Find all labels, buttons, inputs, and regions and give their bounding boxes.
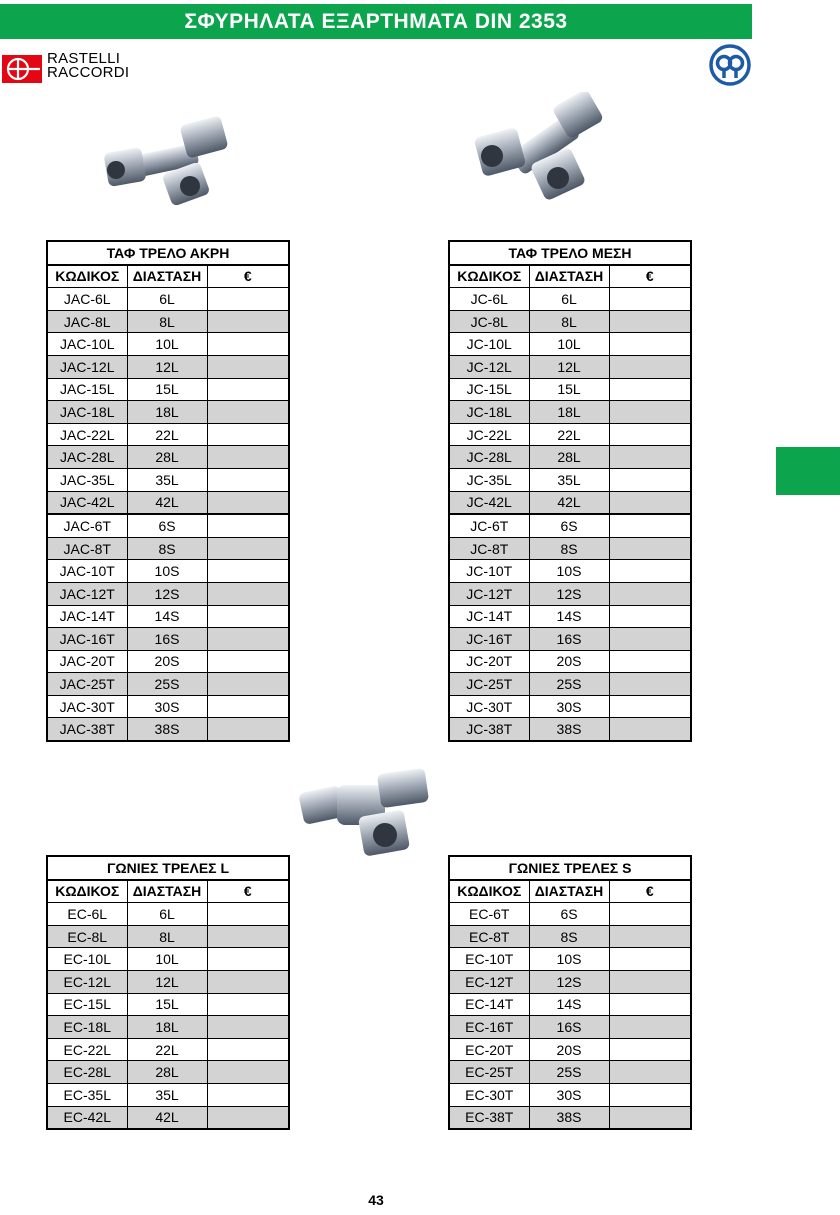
part-size: 8L <box>529 310 609 333</box>
part-code: JAC-12T <box>47 582 127 605</box>
part-size: 12L <box>529 355 609 378</box>
part-code: EC-20T <box>449 1038 529 1061</box>
part-size: 14S <box>529 605 609 628</box>
part-code: EC-8L <box>47 925 127 948</box>
part-size: 6L <box>529 288 609 311</box>
part-size: 10L <box>529 333 609 356</box>
price-cell <box>609 1083 691 1106</box>
price-cell <box>207 948 289 971</box>
part-size: 42L <box>127 491 207 514</box>
part-size: 6L <box>127 903 207 926</box>
price-cell <box>609 355 691 378</box>
price-cell <box>207 628 289 651</box>
part-size: 8S <box>529 925 609 948</box>
table-row <box>47 446 289 469</box>
table-row <box>449 560 691 583</box>
price-cell <box>207 446 289 469</box>
part-size: 35L <box>127 1083 207 1106</box>
price-cell <box>207 718 289 741</box>
column-header-code: ΚΩΔΙΚΟΣ <box>47 265 127 288</box>
part-code: EC-10T <box>449 948 529 971</box>
table-row <box>47 903 289 926</box>
part-code: JAC-22L <box>47 423 127 446</box>
part-code: EC-12L <box>47 970 127 993</box>
part-size: 28L <box>127 446 207 469</box>
part-size: 20S <box>529 1038 609 1061</box>
part-size: 38S <box>127 718 207 741</box>
part-code: JC-8T <box>449 537 529 560</box>
table-row <box>449 310 691 333</box>
table-row <box>449 628 691 651</box>
table-row <box>47 1016 289 1039</box>
table-title: ΓΩΝΙΕΣ ΤΡΕΛΕΣ S <box>449 856 691 880</box>
brand-line-2: RACCORDI <box>47 64 130 81</box>
part-code: JC-42L <box>449 491 529 514</box>
price-cell <box>207 1083 289 1106</box>
table-row <box>47 378 289 401</box>
table-title: ΤΑΦ ΤΡΕΛΟ ΑΚΡΗ <box>47 241 289 265</box>
part-code: JAC-6T <box>47 514 127 537</box>
part-code: JAC-8T <box>47 537 127 560</box>
table-row <box>47 650 289 673</box>
part-size: 30S <box>127 695 207 718</box>
price-cell <box>609 628 691 651</box>
table-row <box>47 1038 289 1061</box>
part-size: 35L <box>529 468 609 491</box>
table-row <box>47 673 289 696</box>
part-size: 28L <box>529 446 609 469</box>
tee-fitting-middle-image <box>470 92 610 210</box>
part-code: JAC-8L <box>47 310 127 333</box>
price-cell <box>609 582 691 605</box>
price-cell <box>609 537 691 560</box>
price-cell <box>609 310 691 333</box>
part-code: EC-15L <box>47 993 127 1016</box>
price-cell <box>207 514 289 537</box>
table-row <box>449 1106 691 1129</box>
part-code: JC-20T <box>449 650 529 673</box>
price-cell <box>609 491 691 514</box>
part-code: JAC-14T <box>47 605 127 628</box>
part-size: 30S <box>529 1083 609 1106</box>
table-row <box>47 925 289 948</box>
price-cell <box>207 695 289 718</box>
table-row <box>47 560 289 583</box>
price-cell <box>207 491 289 514</box>
part-size: 15L <box>529 378 609 401</box>
part-code: JAC-28L <box>47 446 127 469</box>
column-header-size: ΔΙΑΣΤΑΣΗ <box>529 265 609 288</box>
price-cell <box>207 333 289 356</box>
part-size: 12S <box>529 582 609 605</box>
part-size: 16S <box>529 628 609 651</box>
part-size: 18L <box>127 1016 207 1039</box>
table-row <box>449 970 691 993</box>
part-code: EC-28L <box>47 1061 127 1084</box>
price-cell <box>207 288 289 311</box>
part-code: JC-15L <box>449 378 529 401</box>
price-cell <box>207 1038 289 1061</box>
part-size: 10L <box>127 948 207 971</box>
part-code: EC-22L <box>47 1038 127 1061</box>
table-row <box>47 491 289 514</box>
table-row <box>47 628 289 651</box>
price-cell <box>207 925 289 948</box>
column-header-price: € <box>609 265 691 288</box>
price-cell <box>609 446 691 469</box>
page-title: ΣΦΥΡΗΛΑΤΑ ΕΞΑΡΤΗΜΑΤΑ DIN 2353 <box>184 9 568 33</box>
table-gonies-treles-s <box>448 855 692 1130</box>
price-cell <box>207 970 289 993</box>
price-cell <box>609 970 691 993</box>
part-size: 10L <box>127 333 207 356</box>
table-row <box>449 1083 691 1106</box>
table-row <box>449 468 691 491</box>
part-size: 15L <box>127 378 207 401</box>
table-row <box>449 491 691 514</box>
part-size: 22L <box>127 1038 207 1061</box>
price-cell <box>609 333 691 356</box>
part-size: 28L <box>127 1061 207 1084</box>
part-code: EC-35L <box>47 1083 127 1106</box>
table-row <box>47 514 289 537</box>
price-cell <box>207 401 289 424</box>
part-code: JC-12L <box>449 355 529 378</box>
part-size: 6S <box>127 514 207 537</box>
part-code: EC-14T <box>449 993 529 1016</box>
tee-fitting-end-image <box>98 112 238 207</box>
brand-name <box>47 52 129 80</box>
price-cell <box>207 582 289 605</box>
price-cell <box>207 673 289 696</box>
page-number: 43 <box>368 1192 384 1208</box>
table-row <box>449 355 691 378</box>
table-row <box>47 401 289 424</box>
part-size: 25S <box>529 1061 609 1084</box>
price-cell <box>207 468 289 491</box>
table-row <box>47 993 289 1016</box>
price-cell <box>207 378 289 401</box>
table-row <box>449 1061 691 1084</box>
table-row <box>449 401 691 424</box>
part-code: JAC-6L <box>47 288 127 311</box>
price-cell <box>609 673 691 696</box>
part-size: 38S <box>529 718 609 741</box>
rastelli-logo-icon <box>2 55 42 83</box>
part-size: 8L <box>127 310 207 333</box>
part-code: JAC-25T <box>47 673 127 696</box>
column-header-size: ΔΙΑΣΤΑΣΗ <box>529 880 609 903</box>
table-row <box>449 582 691 605</box>
price-cell <box>609 650 691 673</box>
part-size: 6L <box>127 288 207 311</box>
price-cell <box>609 605 691 628</box>
table-row <box>449 673 691 696</box>
table-row <box>449 1038 691 1061</box>
part-code: JAC-16T <box>47 628 127 651</box>
part-code: JC-14T <box>449 605 529 628</box>
table-row <box>449 993 691 1016</box>
table-row <box>449 537 691 560</box>
table-row <box>47 288 289 311</box>
part-size: 8S <box>529 537 609 560</box>
table-row <box>47 948 289 971</box>
part-code: JAC-10T <box>47 560 127 583</box>
price-cell <box>609 1016 691 1039</box>
part-code: JC-18L <box>449 401 529 424</box>
part-code: EC-42L <box>47 1106 127 1129</box>
page-title-banner <box>0 4 752 39</box>
table-row <box>47 1083 289 1106</box>
part-code: JC-28L <box>449 446 529 469</box>
column-header-code: ΚΩΔΙΚΟΣ <box>449 880 529 903</box>
price-cell <box>207 1061 289 1084</box>
part-code: EC-8T <box>449 925 529 948</box>
company-emblem-icon <box>709 44 751 86</box>
price-cell <box>207 993 289 1016</box>
part-size: 10S <box>529 560 609 583</box>
table-row <box>47 718 289 741</box>
price-cell <box>609 903 691 926</box>
price-cell <box>609 423 691 446</box>
table-row <box>449 288 691 311</box>
part-size: 38S <box>529 1106 609 1129</box>
part-size: 16S <box>529 1016 609 1039</box>
price-cell <box>609 1061 691 1084</box>
price-cell <box>609 514 691 537</box>
table-row <box>47 423 289 446</box>
part-size: 12L <box>127 970 207 993</box>
part-size: 10S <box>529 948 609 971</box>
part-size: 22L <box>529 423 609 446</box>
part-size: 14S <box>529 993 609 1016</box>
price-cell <box>609 401 691 424</box>
price-cell <box>207 560 289 583</box>
price-cell <box>207 903 289 926</box>
column-header-code: ΚΩΔΙΚΟΣ <box>47 880 127 903</box>
table-row <box>449 695 691 718</box>
part-code: EC-12T <box>449 970 529 993</box>
price-cell <box>609 1038 691 1061</box>
table-row <box>47 695 289 718</box>
part-size: 42L <box>529 491 609 514</box>
part-code: EC-38T <box>449 1106 529 1129</box>
price-cell <box>609 288 691 311</box>
price-cell <box>609 378 691 401</box>
part-code: JC-6L <box>449 288 529 311</box>
part-size: 18L <box>127 401 207 424</box>
column-header-code: ΚΩΔΙΚΟΣ <box>449 265 529 288</box>
price-cell <box>207 310 289 333</box>
column-header-price: € <box>207 880 289 903</box>
part-size: 8L <box>127 925 207 948</box>
part-size: 10S <box>127 560 207 583</box>
part-size: 6S <box>529 514 609 537</box>
table-row <box>449 514 691 537</box>
part-size: 12L <box>127 355 207 378</box>
part-code: JAC-20T <box>47 650 127 673</box>
part-code: JAC-18L <box>47 401 127 424</box>
table-row <box>47 310 289 333</box>
table-row <box>47 1106 289 1129</box>
price-cell <box>609 468 691 491</box>
part-code: JC-12T <box>449 582 529 605</box>
part-size: 35L <box>127 468 207 491</box>
table-title: ΤΑΦ ΤΡΕΛΟ ΜΕΣΗ <box>449 241 691 265</box>
part-code: JAC-35L <box>47 468 127 491</box>
part-size: 16S <box>127 628 207 651</box>
section-tab <box>776 447 840 495</box>
part-code: EC-10L <box>47 948 127 971</box>
part-code: JC-6T <box>449 514 529 537</box>
price-cell <box>609 718 691 741</box>
part-size: 18L <box>529 401 609 424</box>
price-cell <box>609 1106 691 1129</box>
part-code: JC-25T <box>449 673 529 696</box>
table-taf-trelo-mesi <box>448 240 692 742</box>
part-code: JC-10T <box>449 560 529 583</box>
brand-line-1: RASTELLI <box>47 50 121 67</box>
part-code: EC-30T <box>449 1083 529 1106</box>
price-cell <box>609 948 691 971</box>
part-code: JC-38T <box>449 718 529 741</box>
table-row <box>449 378 691 401</box>
price-cell <box>609 695 691 718</box>
part-code: EC-25T <box>449 1061 529 1084</box>
table-row <box>47 582 289 605</box>
part-size: 20S <box>529 650 609 673</box>
price-cell <box>609 925 691 948</box>
part-code: EC-18L <box>47 1016 127 1039</box>
table-row <box>449 333 691 356</box>
part-code: JAC-30T <box>47 695 127 718</box>
part-code: JC-10L <box>449 333 529 356</box>
part-code: JAC-12L <box>47 355 127 378</box>
part-size: 12S <box>127 582 207 605</box>
part-code: JAC-42L <box>47 491 127 514</box>
table-row <box>449 718 691 741</box>
elbow-fitting-image <box>297 765 442 860</box>
column-header-price: € <box>609 880 691 903</box>
part-size: 15L <box>127 993 207 1016</box>
table-row <box>449 446 691 469</box>
part-size: 20S <box>127 650 207 673</box>
table-row <box>449 948 691 971</box>
column-header-size: ΔΙΑΣΤΑΣΗ <box>127 880 207 903</box>
table-title: ΓΩΝΙΕΣ ΤΡΕΛΕΣ L <box>47 856 289 880</box>
price-cell <box>609 560 691 583</box>
part-size: 42L <box>127 1106 207 1129</box>
table-row <box>449 650 691 673</box>
price-cell <box>207 537 289 560</box>
part-size: 14S <box>127 605 207 628</box>
part-code: JAC-15L <box>47 378 127 401</box>
part-code: EC-6L <box>47 903 127 926</box>
part-size: 6S <box>529 903 609 926</box>
price-cell <box>207 1106 289 1129</box>
price-cell <box>207 605 289 628</box>
table-row <box>47 605 289 628</box>
table-row <box>47 355 289 378</box>
part-code: JC-35L <box>449 468 529 491</box>
part-size: 12S <box>529 970 609 993</box>
part-code: JC-8L <box>449 310 529 333</box>
table-row <box>47 1061 289 1084</box>
part-size: 22L <box>127 423 207 446</box>
part-code: JAC-38T <box>47 718 127 741</box>
part-size: 25S <box>529 673 609 696</box>
part-code: JC-22L <box>449 423 529 446</box>
price-cell <box>609 993 691 1016</box>
table-gonies-treles-l <box>46 855 290 1130</box>
table-row <box>449 925 691 948</box>
part-code: EC-16T <box>449 1016 529 1039</box>
table-row <box>449 1016 691 1039</box>
part-code: JC-30T <box>449 695 529 718</box>
table-row <box>449 903 691 926</box>
table-row <box>449 605 691 628</box>
table-row <box>47 970 289 993</box>
table-row <box>47 333 289 356</box>
part-size: 25S <box>127 673 207 696</box>
part-code: JC-16T <box>449 628 529 651</box>
table-row <box>47 537 289 560</box>
column-header-price: € <box>207 265 289 288</box>
table-taf-trelo-akri <box>46 240 290 742</box>
table-row <box>449 423 691 446</box>
part-size: 30S <box>529 695 609 718</box>
price-cell <box>207 1016 289 1039</box>
price-cell <box>207 355 289 378</box>
column-header-size: ΔΙΑΣΤΑΣΗ <box>127 265 207 288</box>
price-cell <box>207 423 289 446</box>
part-code: JAC-10L <box>47 333 127 356</box>
table-row <box>47 468 289 491</box>
part-code: EC-6T <box>449 903 529 926</box>
price-cell <box>207 650 289 673</box>
part-size: 8S <box>127 537 207 560</box>
